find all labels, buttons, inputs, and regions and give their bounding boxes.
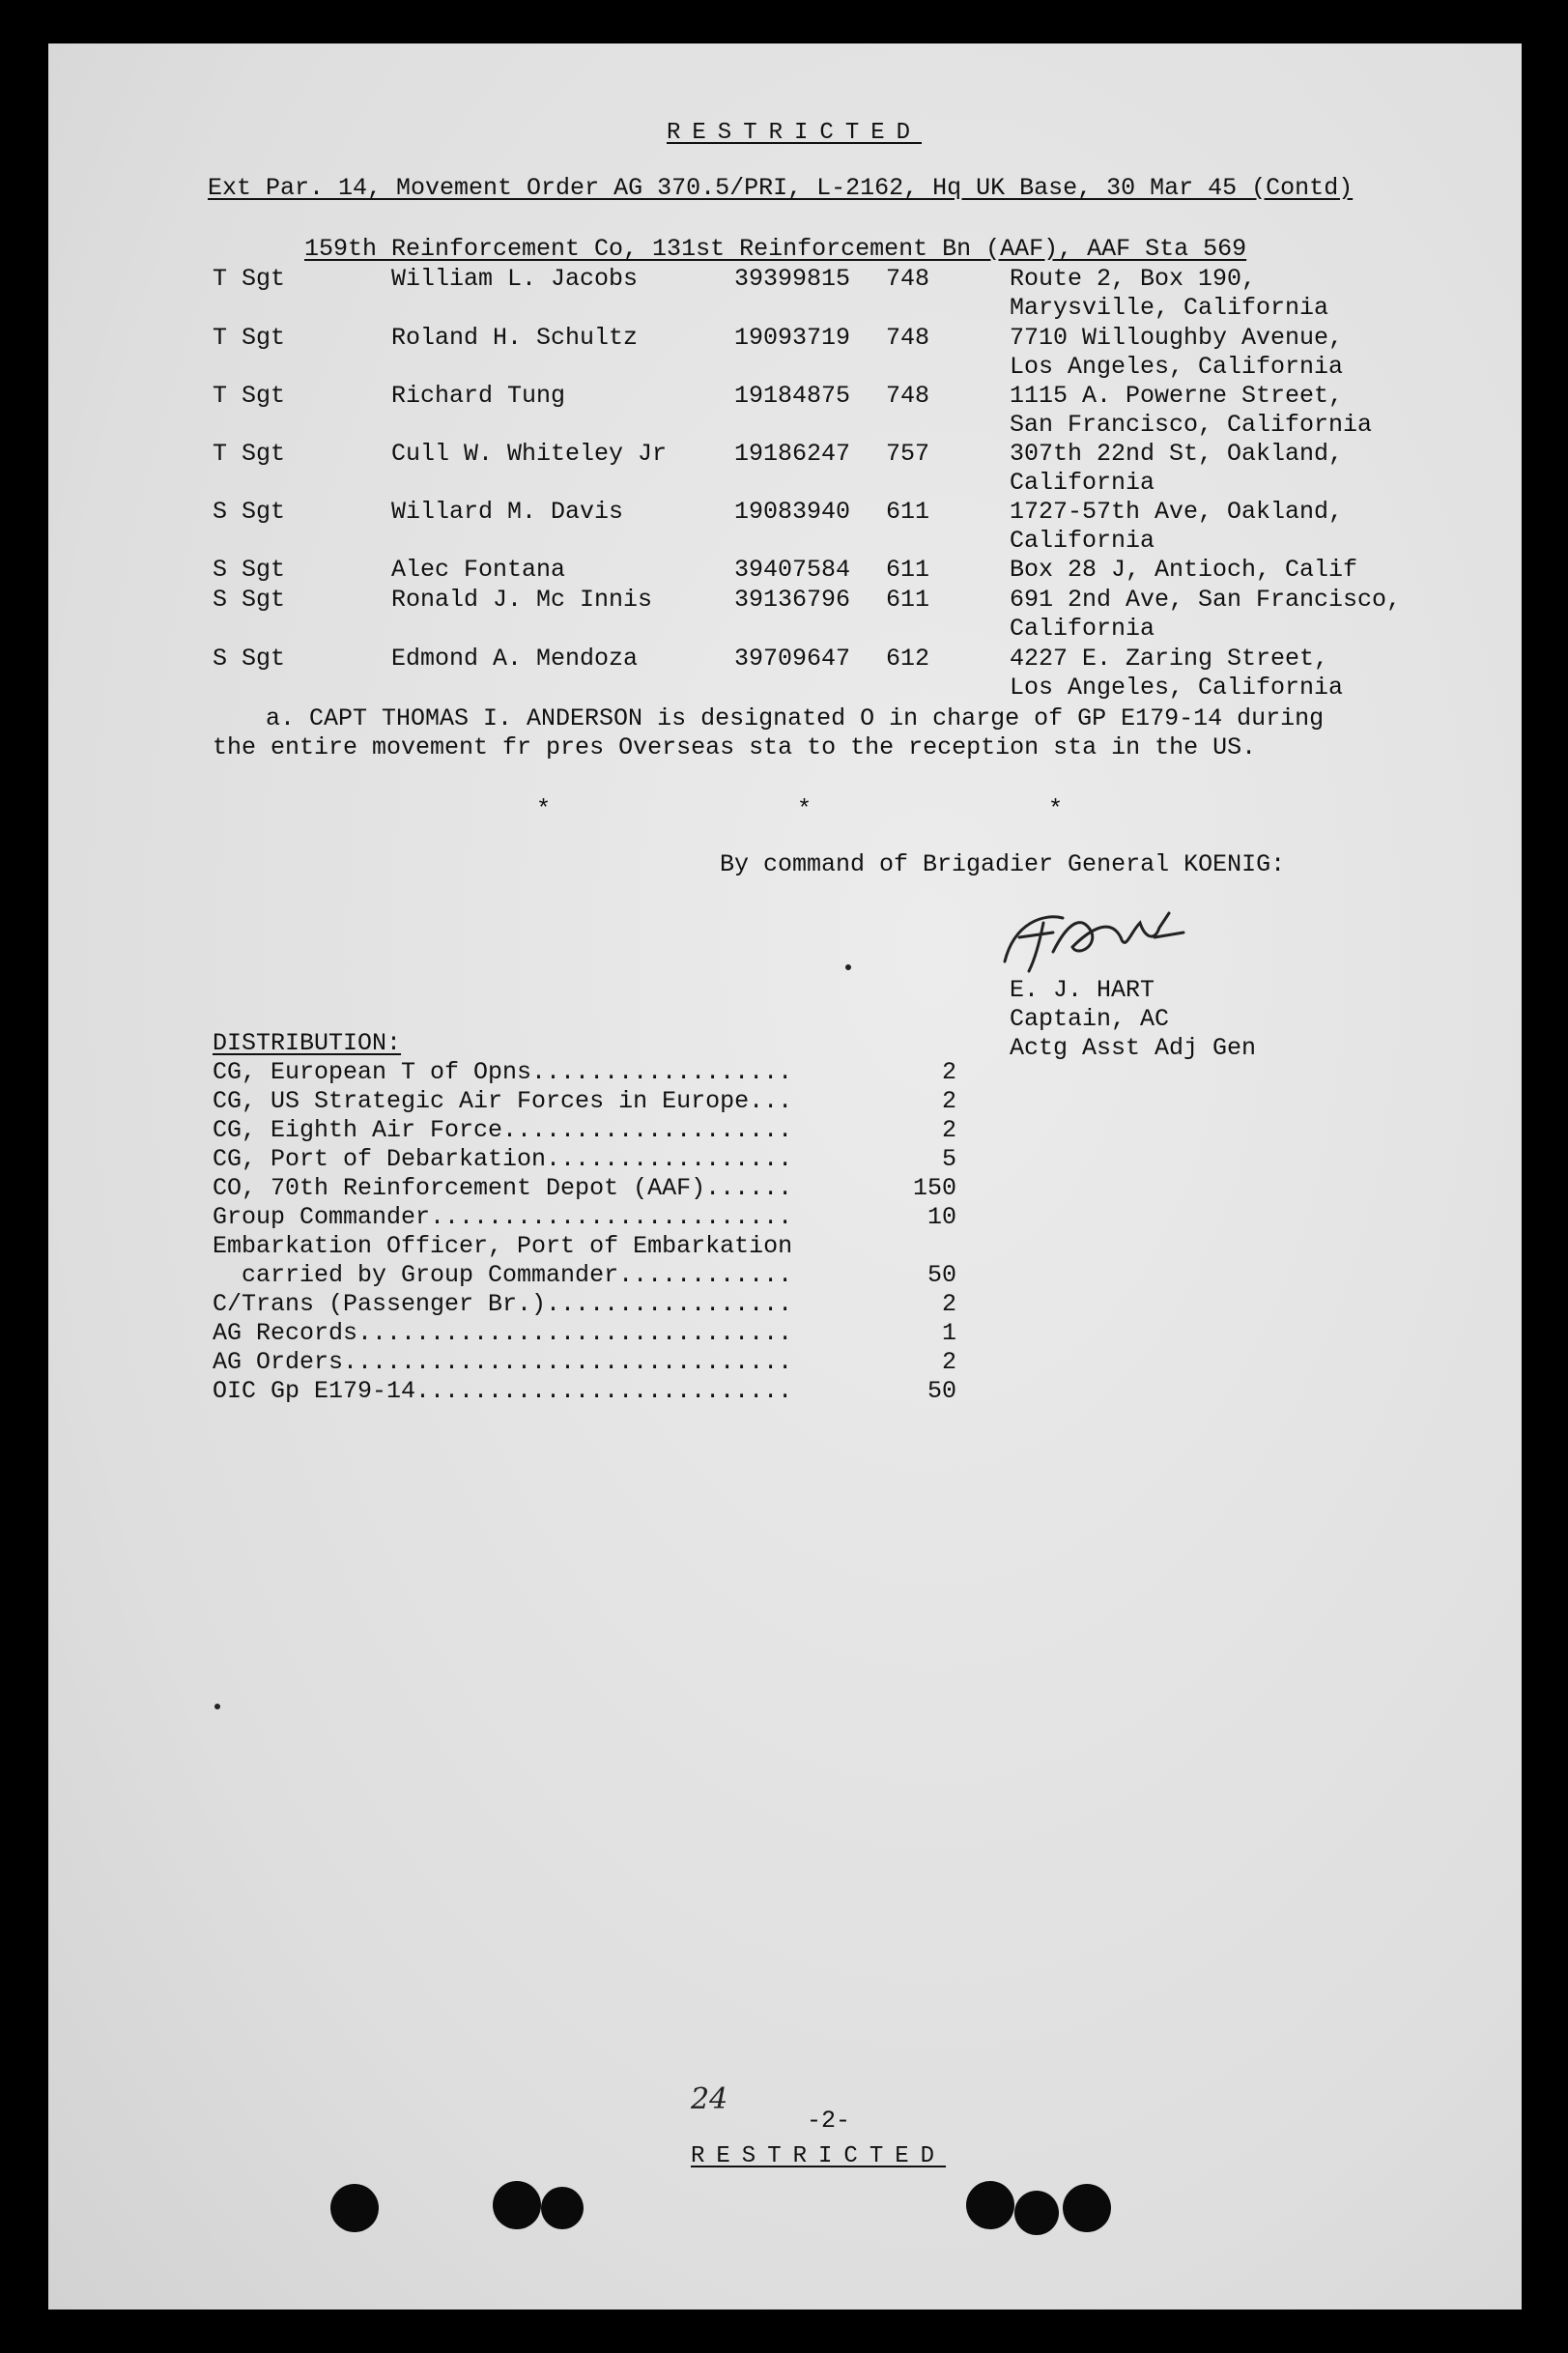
serial-number: 39399815 <box>734 265 851 293</box>
binder-hole <box>541 2187 584 2229</box>
address-line1: 691 2nd Ave, San Francisco, <box>1010 586 1402 614</box>
serial-number: 19083940 <box>734 498 851 526</box>
distribution-item: AG Records.............................. <box>213 1319 793 1347</box>
distribution-count: 2 <box>941 1087 956 1115</box>
serial-number: 19093719 <box>734 324 851 352</box>
mos: 748 <box>886 265 930 293</box>
distribution-item: AG Orders............................... <box>213 1348 793 1376</box>
name: William L. Jacobs <box>391 265 639 293</box>
mos: 612 <box>886 645 930 673</box>
distribution-count: 10 <box>927 1203 956 1231</box>
distribution-item: CO, 70th Reinforcement Depot (AAF)...... <box>213 1174 793 1202</box>
address-line1: 307th 22nd St, Oakland, <box>1010 440 1344 468</box>
address-line1: Box 28 J, Antioch, Calif <box>1010 556 1358 584</box>
binder-hole <box>330 2184 379 2232</box>
distribution-count: 50 <box>927 1377 956 1405</box>
mos: 748 <box>886 324 930 352</box>
mos: 757 <box>886 440 930 468</box>
name: Cull W. Whiteley Jr <box>391 440 668 468</box>
address-line1: 1727-57th Ave, Oakland, <box>1010 498 1344 526</box>
distribution-item: Embarkation Officer, Port of Embarkation <box>213 1232 793 1260</box>
distribution-item: Group Commander......................... <box>213 1203 793 1231</box>
distribution-count: 5 <box>941 1145 956 1173</box>
paragraph-a-line2: the entire movement fr pres Overseas sta to the reception sta in the US. <box>213 733 1257 761</box>
binder-hole <box>966 2181 1014 2229</box>
separator-asterisk: * <box>536 795 552 823</box>
serial-number: 39709647 <box>734 645 851 673</box>
distribution-item: CG, US Strategic Air Forces in Europe... <box>213 1087 793 1115</box>
rank: S Sgt <box>213 645 286 673</box>
distribution-count: 50 <box>927 1261 956 1289</box>
mos: 611 <box>886 586 930 614</box>
distribution-item: carried by Group Commander............ <box>213 1261 793 1289</box>
rank: S Sgt <box>213 556 286 584</box>
rank: T Sgt <box>213 440 286 468</box>
address-line1: 7710 Willoughby Avenue, <box>1010 324 1344 352</box>
binder-hole <box>493 2181 541 2229</box>
distribution-item: CG, Eighth Air Force.................... <box>213 1116 793 1144</box>
address-line2: California <box>1010 527 1155 555</box>
name: Edmond A. Mendoza <box>391 645 639 673</box>
name: Ronald J. Mc Innis <box>391 586 653 614</box>
address-line1: 4227 E. Zaring Street, <box>1010 645 1329 673</box>
serial-number: 39136796 <box>734 586 851 614</box>
rank: T Sgt <box>213 382 286 410</box>
stray-mark <box>845 964 851 970</box>
rank: S Sgt <box>213 586 286 614</box>
address-line2: California <box>1010 469 1155 497</box>
separator-asterisk: * <box>797 795 813 823</box>
name: Roland H. Schultz <box>391 324 639 352</box>
address-line1: Route 2, Box 190, <box>1010 265 1257 293</box>
handwritten-signature <box>985 894 1217 981</box>
signer-rank: Captain, AC <box>1010 1005 1170 1033</box>
address-line2: San Francisco, California <box>1010 411 1373 439</box>
address-line1: 1115 A. Powerne Street, <box>1010 382 1344 410</box>
distribution-item: CG, Port of Debarkation................. <box>213 1145 793 1173</box>
page-number: -2- <box>807 2107 851 2135</box>
command-line: By command of Brigadier General KOENIG: <box>720 850 1286 878</box>
order-reference: Ext Par. 14, Movement Order AG 370.5/PRI, L-2162, Hq UK Base, 30 Mar 45 (Contd) <box>208 174 1354 202</box>
binder-hole <box>1063 2184 1111 2232</box>
classification-header: RESTRICTED <box>667 120 923 146</box>
distribution-count: 2 <box>941 1116 956 1144</box>
serial-number: 19186247 <box>734 440 851 468</box>
unit-heading: 159th Reinforcement Co, 131st Reinforcement Bn (AAF), AAF Sta 569 <box>304 235 1247 263</box>
rank: S Sgt <box>213 498 286 526</box>
separator-asterisk: * <box>1048 795 1064 823</box>
distribution-count: 150 <box>912 1174 956 1202</box>
address-line2: California <box>1010 615 1155 643</box>
document-page <box>48 43 1522 2310</box>
address-line2: Los Angeles, California <box>1010 353 1344 381</box>
rank: T Sgt <box>213 324 286 352</box>
signer-title: Actg Asst Adj Gen <box>1010 1034 1257 1062</box>
address-line2: Los Angeles, California <box>1010 674 1344 702</box>
name: Willard M. Davis <box>391 498 624 526</box>
distribution-count: 1 <box>941 1319 956 1347</box>
mos: 611 <box>886 556 930 584</box>
classification-footer: RESTRICTED <box>691 2143 947 2169</box>
serial-number: 39407584 <box>734 556 851 584</box>
distribution-count: 2 <box>941 1058 956 1086</box>
stray-mark <box>214 1704 220 1709</box>
distribution-item: OIC Gp E179-14.......................... <box>213 1377 793 1405</box>
mos: 748 <box>886 382 930 410</box>
distribution-heading: DISTRIBUTION: <box>213 1029 402 1057</box>
distribution-item: CG, European T of Opns.................. <box>213 1058 793 1086</box>
mos: 611 <box>886 498 930 526</box>
name: Alec Fontana <box>391 556 566 584</box>
rank: T Sgt <box>213 265 286 293</box>
binder-hole <box>1014 2191 1059 2235</box>
paragraph-a-line1: a. CAPT THOMAS I. ANDERSON is designated O in charge of GP E179-14 during <box>266 704 1325 732</box>
handwritten-page-mark: 24 <box>691 2082 728 2116</box>
distribution-count: 2 <box>941 1348 956 1376</box>
distribution-count: 2 <box>941 1290 956 1318</box>
distribution-item: C/Trans (Passenger Br.)................. <box>213 1290 793 1318</box>
name: Richard Tung <box>391 382 566 410</box>
address-line2: Marysville, California <box>1010 294 1329 322</box>
signer-name: E. J. HART <box>1010 976 1155 1004</box>
serial-number: 19184875 <box>734 382 851 410</box>
